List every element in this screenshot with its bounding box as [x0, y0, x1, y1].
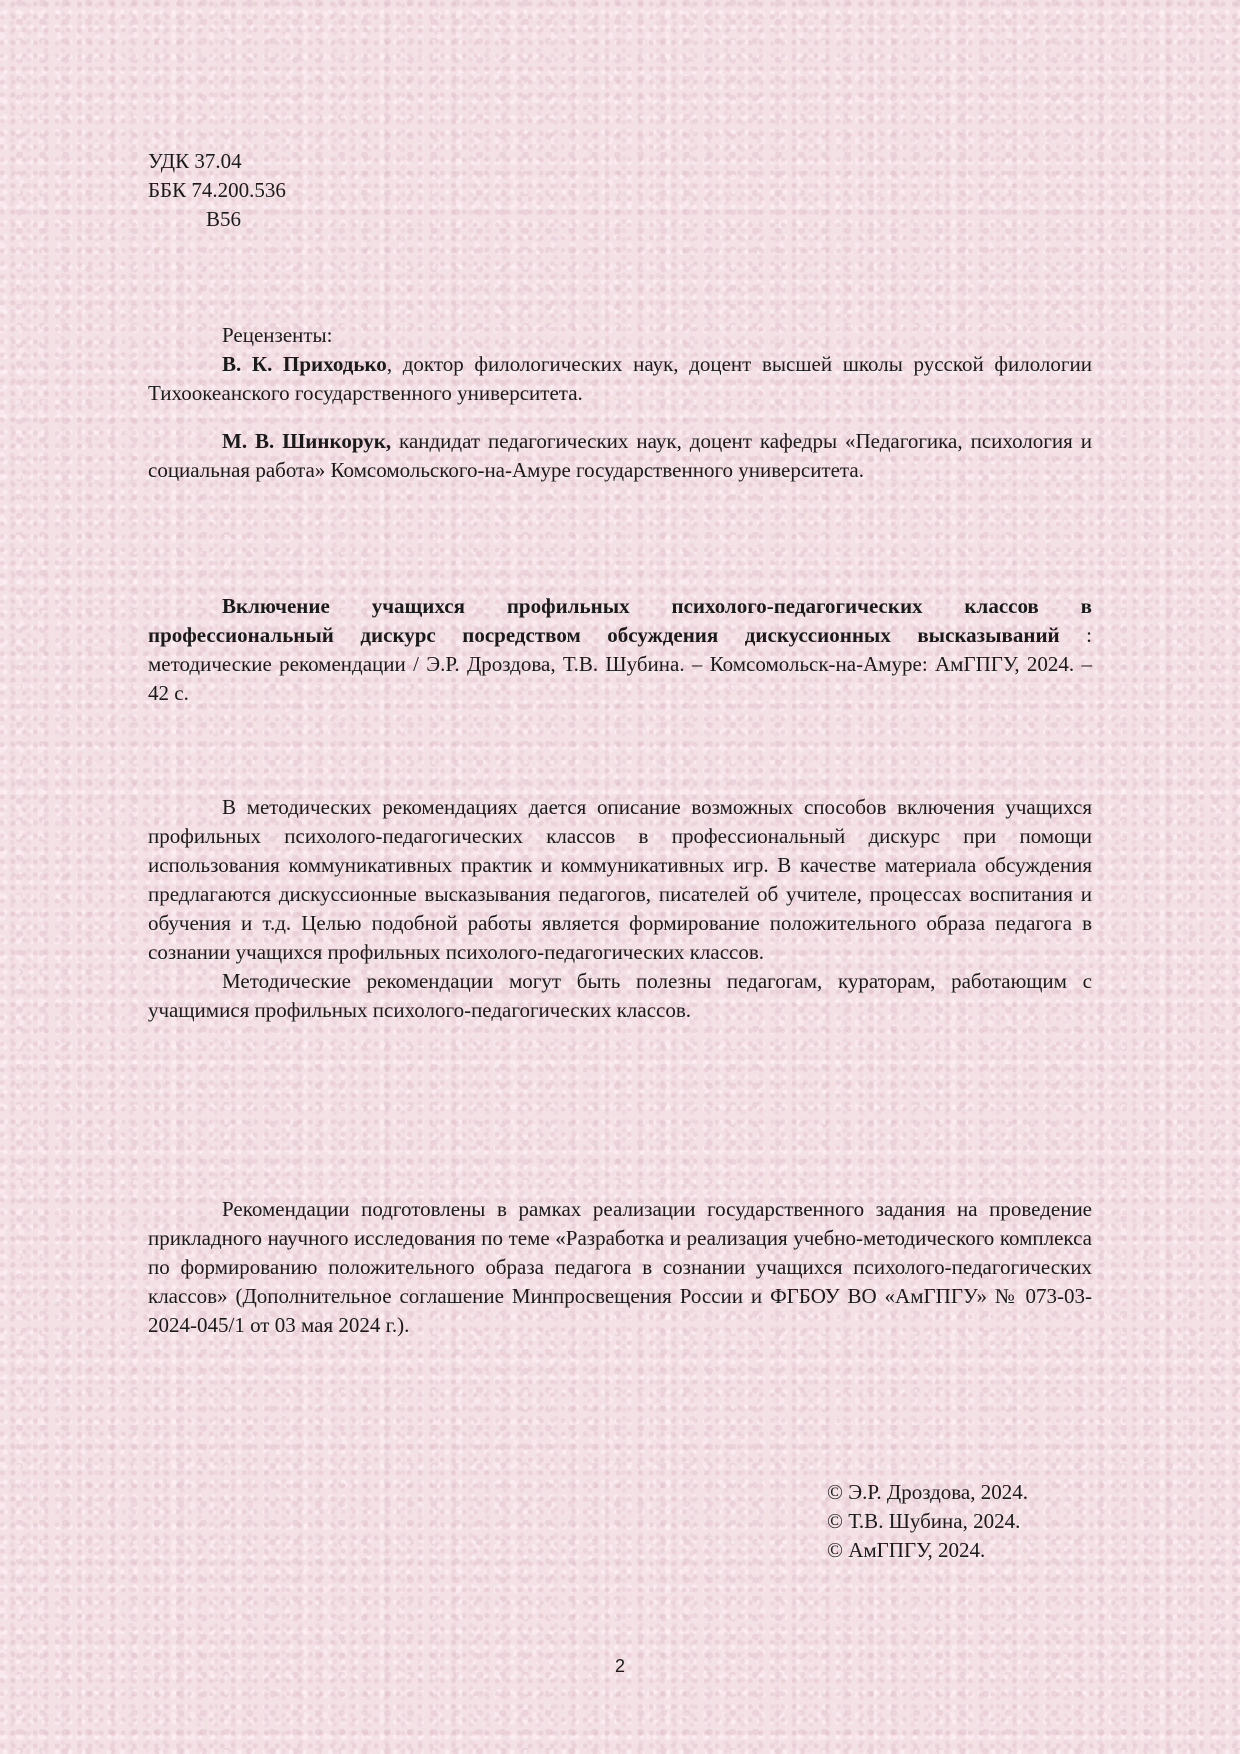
- reviewer-first: [148, 350, 1092, 408]
- bibliographic-details: : методические рекомендации / Э.Р. Дроздова, Т.В. Шубина. – Комсомольск-на-Амуре: АмГПГУ, 2024. – 42 с.: [148, 623, 1093, 705]
- page-number: 2: [614, 1656, 625, 1676]
- annotation-paragraph-1: В методических рекомендациях дается описание возможных способов включения учащихся профильных психолого-педагогических классов в профессиональный дискурс при помощи использования коммуникативных практик и коммуникативных игр. В качестве материала обсуждения предлагаются дискуссионные высказывания педагогов, писателей об учителе, процессах воспитания и обучения и т.д. Целью подобной работы является формирование положительного образа педагога в сознании учащихся профильных психолого-педагогических классов.: [148, 795, 1092, 964]
- bibliographic-record: [148, 592, 1092, 708]
- classification-codes: [148, 147, 286, 234]
- annotation-section: [148, 793, 1092, 1025]
- reviewer-first-name: В. К. Приходько: [222, 352, 387, 376]
- annotation-paragraph-2: Методические рекомендации могут быть полезны педагогам, кураторам, работающим с учащимися профильных психолого-педагогических классов.: [148, 969, 1092, 1022]
- funding-paragraph: Рекомендации подготовлены в рамках реализации государственного задания на проведение прикладного научного исследования по теме «Разработка и реализация учебно-методического комплекса по формированию положительного образа педагога в сознании учащихся психолого-педагогических классов» (Дополнительное соглашение Минпросвещения России и ФГБОУ ВО «АмГПГУ» № 073-03-2024-045/1 от 03 мая 2024 г.).: [148, 1197, 1092, 1337]
- bibliographic-entry: [148, 592, 1092, 708]
- copyright-line: © Т.В. Шубина, 2024.: [827, 1509, 1021, 1533]
- reviewer-second-name: М. В. Шинкорук,: [222, 429, 392, 453]
- copyright-line: © Э.Р. Дроздова, 2024.: [827, 1480, 1029, 1504]
- udk-code: УДК 37.04: [148, 149, 242, 173]
- document-page: [148, 0, 1092, 1754]
- copyright-block: [827, 1478, 1028, 1565]
- reviewers-label: Рецензенты:: [222, 323, 333, 347]
- funding-note: [148, 1195, 1092, 1340]
- copyright-line: © АмГПГУ, 2024.: [827, 1538, 986, 1562]
- reviewer-first-desc: , доктор филологических наук, доцент высшей школы русской филологии Тихоокеанского государственного университета.: [148, 352, 1092, 405]
- reviewers-section: [148, 321, 1092, 485]
- reviewer-second: [148, 427, 1092, 485]
- author-mark: В56: [206, 207, 242, 231]
- reviewer-second-desc: кандидат педагогических наук, доцент кафедры «Педагогика, психология и социальная работа» Комсомольского-на-Амуре государственного университета.: [148, 429, 1092, 482]
- bbk-code: ББК 74.200.536: [148, 178, 286, 202]
- book-title: Включение учащихся профильных психолого-педагогических классов в профессиональный дискурс посредством обсуждения дискуссионных высказываний: [148, 594, 1092, 647]
